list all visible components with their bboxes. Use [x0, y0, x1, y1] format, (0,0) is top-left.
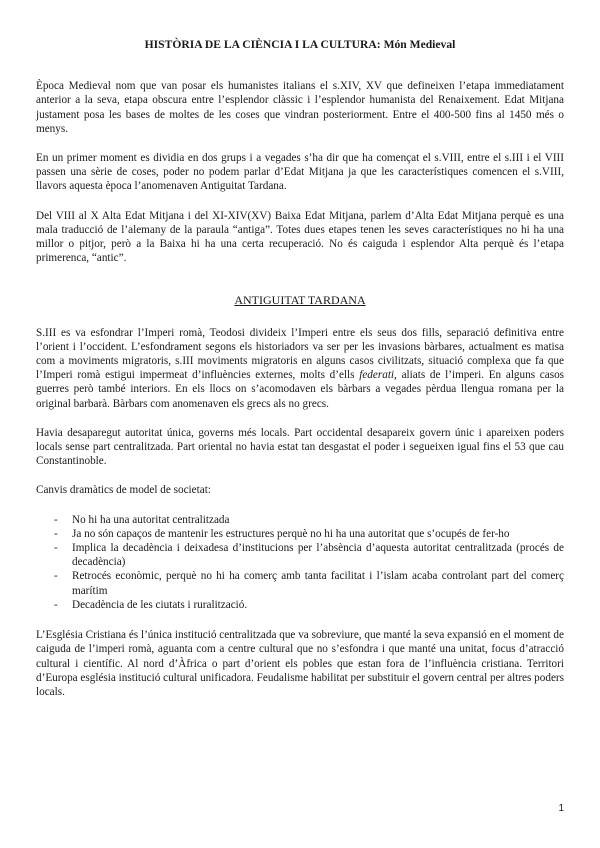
list-dash: - — [54, 542, 58, 555]
title-sub: Món Medieval — [383, 38, 456, 51]
list-item-text: No hi ha una autoritat centralitzada — [72, 513, 230, 526]
list-item — [36, 598, 564, 612]
page-number: 1 — [558, 803, 564, 814]
list-dash: - — [54, 570, 58, 583]
title-main: HISTÒRIA DE LA CIÈNCIA I LA CULTURA: — [144, 38, 381, 51]
closing-paragraph: L’Església Cristiana és l’única institució centralitzada que va sobreviure, que manté la seva expansió en el moment de caiguda de l’imperi romà, aguanta com a centre cultural que no s’esfondra i que manté una unitat, focus d’atracció cultural i científic. Al nord d’Àfrica o part d’orient els pobles que estan fora de l’influència cristiana. Territori d’Europa església institució cultural unificadora. Feudalisme habilitat per substituir el govern central per altres poders locals. — [36, 629, 564, 698]
section-heading: ANTIGUITAT TARDANA — [234, 293, 366, 308]
section-paragraph-1-end: aliats de l’imperi. En alguns casos guerres però també interiors. En els llocs on s’acomodaven els bàrbars a vegades pèrdua llengua romana per la original barbarà. Bàrbars com anomenaven els grecs als no grecs. — [36, 369, 565, 410]
section-paragraph-1 — [36, 326, 564, 411]
list-item-text: Ja no són capaços de mantenir les estructures perquè no hi ha una autoritat que s’ocupés de fer-ho — [72, 527, 510, 540]
list-item — [36, 527, 564, 541]
list-dash: - — [54, 527, 58, 540]
list-dash: - — [54, 598, 58, 611]
intro-paragraph-1: Època Medieval nom que van posar els humanistes italians el s.XIV, XV que defineixen l’etapa immediatament anterior a la seva, etapa obscura entre l’esplendor clàssic i l’esplendor humanista del Renaixement. Edat Mitjana justament posa les bases de moltes de les coses que vindran posteriorment. Entre el 400-500 fins al 1450 més o menys. — [36, 80, 564, 135]
section-paragraph-2: Havia desaparegut autoritat única, governs més locals. Part occidental desapareix govern únic i apareixen poders locals sense part centralitzada. Part oriental no havia estat tan desgastat el poder i segueixen igual fins el 53 que cau Constantinoble. — [36, 426, 564, 468]
list-intro: Canvis dramàtics de model de societat: — [36, 484, 211, 497]
list-item — [36, 513, 564, 527]
document-body — [36, 38, 564, 714]
document-title — [36, 38, 564, 52]
intro-paragraph-2: En un primer moment es dividia en dos grups i a vegades s’ha dir que ha començat el s.VIII, entre el s.III i el VIII passen una sèrie de coses, poder no podem parlar d’Edat Mitjana ja que les característiques comencen el s.VIII, llavors aquesta època l’anomenaven Antiguitat Tardana. — [36, 152, 564, 193]
list-item — [36, 569, 564, 597]
section-paragraph-1-start: S.III es va esfondrar l’Imperi romà, Teodosi divideix l’Imperi entre els seus dos fills, separació definitiva entre l’orient i l’occident. L’esfondrament segons els historiadors va ser per les invasions bàrbares, actualment es matisa com a moviments migratoris, s.III moviments migratoris en alguns casos civilitzats, situació complexa que fa que l’Imperi romà estigui impermeat d’influències externes, molts d’ells — [36, 326, 564, 382]
list-item — [36, 541, 564, 569]
list-item-text: Retrocés econòmic, perquè no hi ha comerç amb tanta facilitat i l’islam acaba controlant part del comerç marítim — [72, 570, 564, 597]
list-dash: - — [54, 513, 58, 526]
list-item-text: Decadència de les ciutats i ruralització. — [72, 598, 248, 611]
list-item-text: Implica la decadència i deixadesa d’institucions per l’absència d’aquesta autoritat centralitzada (procés de decadència) — [72, 542, 564, 569]
section-paragraph-1-italic: federati, — [359, 369, 397, 382]
changes-list — [36, 513, 564, 612]
intro-paragraph-3: Del VIII al X Alta Edat Mitjana i del XI-XIV(XV) Baixa Edat Mitjana, parlem d’Alta Edat Mitjana perquè es una mala traducció de l’alemany de la paraula “antiga”. Totes dues etapes tenen les seves característiques no hi ha una millor o pitjor, però a la Baixa hi ha una certa recuperació. No és caiguda i esplendor Alta perquè és l’etapa primerenca, “antic”. — [36, 209, 564, 265]
